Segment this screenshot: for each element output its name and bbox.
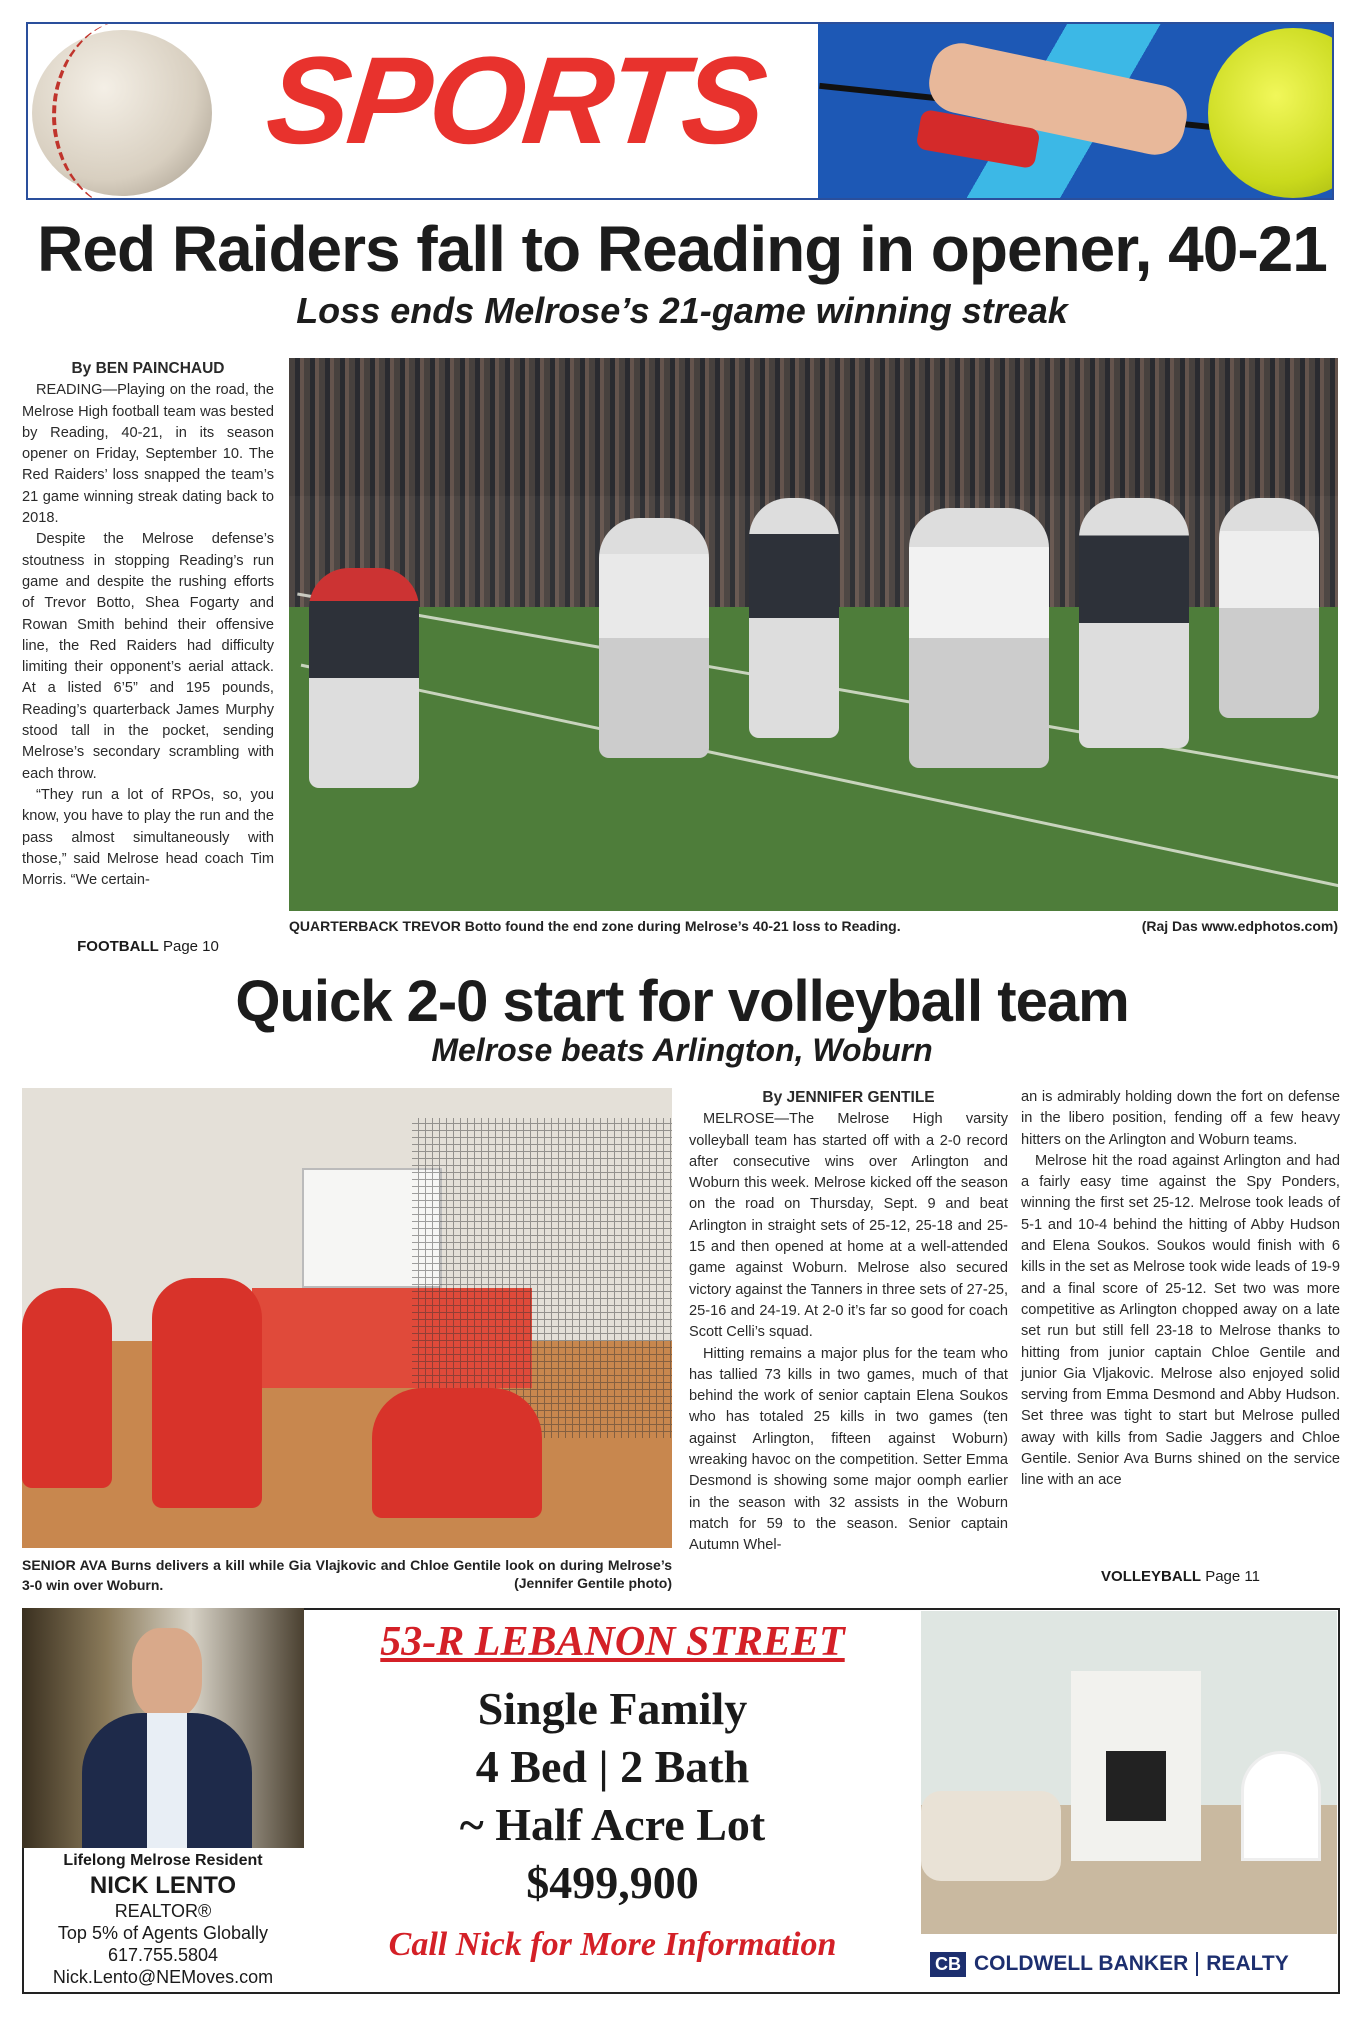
caption-text: SENIOR AVA Burns delivers a kill while Gia Vlajkovic and Chloe Gentile look on during Melrose’s 3-0 win over Woburn. bbox=[22, 1557, 672, 1593]
listing-address: 53-R LEBANON STREET bbox=[380, 1619, 845, 1665]
baseball-illustration bbox=[32, 30, 212, 196]
article1-subhead: Loss ends Melrose’s 21-game winning streak bbox=[296, 290, 1068, 331]
jump-section: VOLLEYBALL bbox=[1101, 1568, 1202, 1585]
article2-paragraph: an is admirably holding down the fort on defense in the libero position, fending off a few heavy hitters on the Arlington and Woburn teams. bbox=[1021, 1089, 1340, 1148]
player bbox=[372, 1388, 542, 1518]
player bbox=[909, 508, 1049, 768]
article1-credit: (Raj Das www.edphotos.com) bbox=[1141, 918, 1338, 934]
agent-photo bbox=[22, 1608, 304, 1848]
article2-headline: Quick 2-0 start for volleyball team bbox=[235, 969, 1129, 1034]
agent-phone[interactable]: 617.755.5804 bbox=[107, 1945, 219, 1965]
agent-tagline: Lifelong Melrose Resident bbox=[63, 1852, 263, 1869]
living-room-photo bbox=[921, 1611, 1337, 1934]
volleyball-photo bbox=[22, 1088, 672, 1548]
player bbox=[309, 568, 419, 788]
football-photo bbox=[289, 358, 1338, 911]
article1-byline: By BEN PAINCHAUD bbox=[71, 360, 225, 377]
jump-page: Page 11 bbox=[1205, 1568, 1260, 1585]
agent-email[interactable]: Nick.Lento@NEMoves.com bbox=[52, 1967, 274, 1987]
player bbox=[1079, 498, 1189, 748]
article2-paragraph: Melrose hit the road against Arlington and had a fairly easy time against the Spy Ponders, winning the first set 25-12. Melrose took leads of 5-1 and 10-4 behind the hitting of Abby Hudson and Elena Soukos. Soukos would finish with 6 kills in the set as Melrose took wide leads of 19-9 and a final score of 25-12. Set two was more competitive as Arlington chopped away on a late set run but still fell 23-18 to Melrose thanks to hitting from junior captain Chloe Gentile and junior Gia Vljakovic. Melrose also enjoyed solid serving from Emma Desmond and Abby Hudson. Set three was tight to start but Melrose pulled away with kills from Sadie Jaggers and Chloe Gentile. Senior Ava Burns shined on the service line with an ace bbox=[1021, 1152, 1340, 1489]
article1-paragraph: “They run a lot of RPOs, so, you know, you have to play the run and the pass almost simultaneously with those,” said Melrose head coach Tim Morris. “We certain- bbox=[22, 786, 274, 889]
agent-title: REALTOR® bbox=[114, 1901, 212, 1921]
article1-column bbox=[22, 358, 274, 891]
listing-details bbox=[310, 1618, 915, 1964]
section-title: SPORTS bbox=[260, 32, 771, 170]
brand-suffix: REALTY bbox=[1196, 1952, 1288, 1976]
agent-name: NICK LENTO bbox=[89, 1872, 237, 1899]
listing-line: Single Family bbox=[477, 1683, 748, 1734]
brand-name: COLDWELL BANKER bbox=[974, 1952, 1189, 1975]
player bbox=[749, 498, 839, 738]
archway bbox=[1241, 1751, 1321, 1861]
agent-info bbox=[22, 1850, 304, 1988]
agent-rank: Top 5% of Agents Globally bbox=[57, 1923, 269, 1943]
article2-column-2 bbox=[689, 1087, 1008, 1557]
article1-caption: QUARTERBACK TREVOR Botto found the end zone during Melrose’s 40-21 loss to Reading. bbox=[289, 918, 901, 934]
article1-jump[interactable] bbox=[22, 938, 274, 955]
article2-paragraph: Hitting remains a major plus for the team who has tallied 73 kills in two games, much of that behind the work of senior captain Elena Soukos who has totaled 25 kills in two games (ten against Arlington, fifteen against Woburn) wreaking havoc on the competition. Setter Emma Desmond is showing some major oomph earlier in the season with 32 assists in the Woburn match for 59 to the season. Senior captain Autumn Whel- bbox=[689, 1345, 1008, 1554]
agent-shirt bbox=[147, 1713, 187, 1848]
article2-paragraph: MELROSE—The Melrose High varsity volleyball team has started off with a 2-0 record after consecutive wins over Arlington and Woburn this week. Melrose kicked off the season on the road on Thursday, Sept. 9 and beat Arlington in straight sets of 25-12, 25-18 and 25-15 and then opened at home at a well-attended game against Woburn. Melrose also secured victory against the Tanners in three sets of 27-25, 25-16 and 24-19. At 2-0 it’s far so good for coach Scott Celli’s squad. bbox=[689, 1111, 1008, 1341]
player bbox=[1219, 498, 1319, 718]
jump-page: Page 10 bbox=[162, 938, 219, 955]
listing-line: ~ Half Acre Lot bbox=[459, 1799, 766, 1850]
player bbox=[22, 1288, 112, 1488]
article2-byline: By JENNIFER GENTILE bbox=[762, 1089, 935, 1106]
article2-jump[interactable] bbox=[1021, 1568, 1340, 1585]
listing-price: $499,900 bbox=[526, 1857, 699, 1908]
article2-column-3 bbox=[1021, 1087, 1340, 1492]
article1-headline: Red Raiders fall to Reading in opener, 40-21 bbox=[37, 213, 1327, 285]
article2-subhead: Melrose beats Arlington, Woburn bbox=[431, 1032, 933, 1068]
article2-credit: (Jennifer Gentile photo) bbox=[514, 1575, 672, 1591]
agent-face bbox=[132, 1628, 202, 1718]
listing-cta: Call Nick for More Information bbox=[388, 1926, 837, 1963]
article1-paragraph: READING—Playing on the road, the Melrose High football team was bested by Reading, 40-21, in its season opener on Friday, September 10. The Red Raiders’ loss snapped the team’s 21 game winning streak dating back to 2018. bbox=[22, 382, 274, 527]
jump-section: FOOTBALL bbox=[77, 938, 159, 955]
player bbox=[599, 518, 709, 758]
coldwell-banker-logo bbox=[930, 1944, 1330, 1984]
sports-banner bbox=[26, 22, 1334, 200]
sofa bbox=[921, 1791, 1061, 1881]
article1-paragraph: Despite the Melrose defense’s stoutness in stopping Reading’s run game and despite the rushing efforts of Trevor Botto, Shea Fogarty and Rowan Smith behind their offensive line, the Red Raiders had difficulty limiting their opponent’s aerial attack. At a listed 6’5” and 195 pounds, Reading’s quarterback James Murphy stood tall in the pocket, sending Melrose’s secondary scrambling with each throw. bbox=[22, 531, 274, 782]
fireplace-opening bbox=[1106, 1751, 1166, 1821]
listing-line: 4 Bed | 2 Bath bbox=[475, 1741, 750, 1792]
player-ava-burns bbox=[152, 1278, 262, 1508]
cb-logo-icon: CB bbox=[930, 1952, 966, 1977]
